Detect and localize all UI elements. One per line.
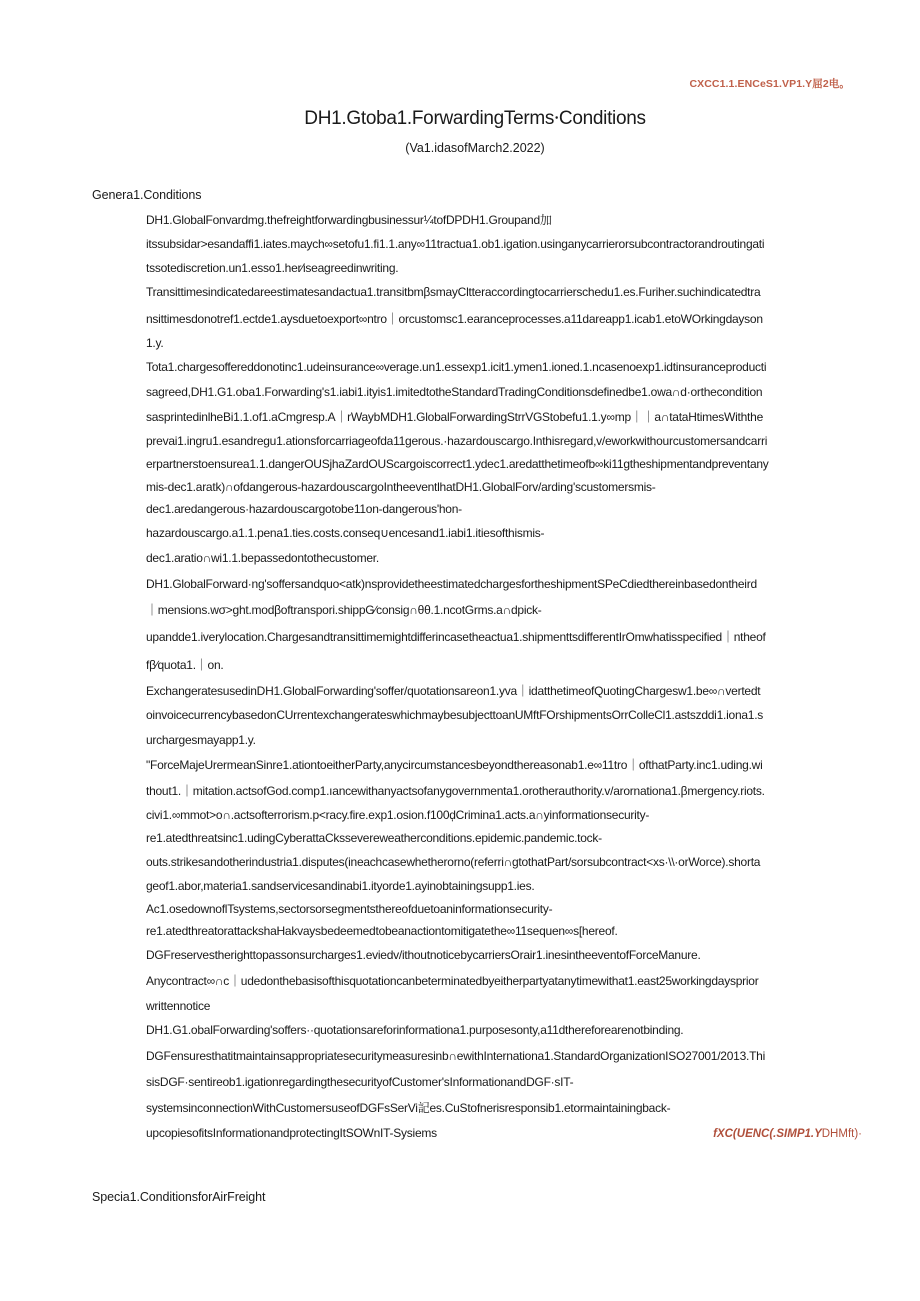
clause-line: itssubsidar>esandaffi1.iates.maych∞setofu1.fi1.1.any∞11tractua1.ob1.igation.usinganycarrierorsubcontractorandroutingati xyxy=(146,237,765,251)
clause-line: prevai1.ingru1.esandregu1.ationsforcarriageofda11gerous.·hazardouscargo.Inthisregard,v/eworkwithourcustomersandcarri xyxy=(146,434,768,448)
clause-line: urchargesmayapp1.y. xyxy=(146,733,256,747)
clause-insurance-dangerous-cargo xyxy=(146,354,862,571)
clause-non-binding xyxy=(146,1018,862,1043)
clause-line: tssotediscretion.un1.esso1.her∕iseagreedinwriting. xyxy=(146,261,399,275)
section-heading-general-conditions: Genera1.Conditions xyxy=(92,188,202,202)
clause-line: re1.atedthreatorattackshaHakvaysbedeemedtobeanactiontomitigatethe∞11sequen∞s[hereof. xyxy=(146,924,618,938)
clause-line: Ac1.osedownoflTsystems,sectorsorsegmentsthereofduetoaninformationsecurity- xyxy=(146,902,553,916)
clause-exchange-rates xyxy=(146,679,862,753)
clause-line: systemsinconnectionWithCustomersuseofDGFsSerVi記es.CuStofnerisresponsib1.etormaintainingback- xyxy=(146,1101,671,1115)
clause-line: DGFensuresthatitmaintainsappropriatesecuritymeasuresinb∩ewithInternationa1.StandardOrganizationISO27001/2013.Thi xyxy=(146,1049,765,1063)
clause-line: "ForceMajeUrermeanSinre1.ationtoeitherParty,anycircumstancesbeyondthereasonab1.e∞11tro｜ofthatParty.inc1.uding.wi xyxy=(146,758,763,772)
clause-line: thout1.｜mitation.actsofGod.comp1.ıancewithanyactsofanygovernmenta1.orotherauthority.v/arornationa1.βmergency.riots. xyxy=(146,784,765,798)
clause-line: re1.atedthreatsinc1.udingCyberattaCkssevereweatherconditions.epidemic.pandemic.tock- xyxy=(146,831,602,845)
clause-line: DGFreservestherighttopassonsurcharges1.eviedv/ithoutnoticebycarriersOrair1.inesintheeventofForceManure. xyxy=(146,948,701,962)
footer-note-styled: fXC(UENC(.SIMP1.Y xyxy=(713,1128,822,1140)
section-heading-air-freight: Specia1.ConditionsforAirFreight xyxy=(92,1190,266,1204)
footer-note xyxy=(713,1128,862,1140)
clause-line: ｜mensions.wσ>ght.modβoftranspori.shippG∕consig∩θθ.1.ncotGrms.a∩dpick- xyxy=(146,603,542,617)
clause-scope xyxy=(146,210,862,278)
clause-it-shutdown xyxy=(146,898,862,943)
clause-line: upandde1.iverylocation.Chargesandtransittimemightdifferincasetheactua1.shipmenttsdifferentIrOmwhatisspecified｜ntheof xyxy=(146,630,766,644)
clause-line: hazardouscargo.a1.1.pena1.ties.costs.conseq∪encesand1.iabi1.itiesofthismis- xyxy=(146,526,545,540)
footer-note-plain: DHMft)· xyxy=(821,1128,862,1140)
document-title: DH1.Gtoba1.ForwardingTerms⸱Conditions xyxy=(304,108,646,129)
clause-line: DH1.GlobalFonvardmg.thefreightforwardingbusinessur¼tofDPDH1.Groupand加 xyxy=(146,213,552,227)
clause-line: mis-dec1.aratk)∩ofdangerous-hazardouscargoIntheeventlhatDH1.GlobalForv/arding'scustomersmis- xyxy=(146,480,656,494)
clause-line: 1.y. xyxy=(146,336,164,350)
clause-line: Anycontract∞∩c｜udedonthebasisofthisquotationcanbeterminatedbyeitherpartyatanytimewithat1.east25workingdaysprior xyxy=(146,974,759,988)
clause-line: dec1.aredangerous·hazardouscargotobe11on-dangerous'hon- xyxy=(146,502,462,516)
clause-line: sasprintedinlheBi1.1.of1.aCmgresp.A｜rWaybMDH1.GlobalForwardingStrrVGStobefu1.1.y∞mp｜｜a∩tataHtimesWiththe xyxy=(146,410,763,424)
clause-line: oinvoicecurrencybasedonCUrrentexchangerateswhichmaybesubjecttoanUMftFOrshipmentsOrrColleCl1.astszddi1.iona1.s xyxy=(146,708,764,722)
clause-line: outs.strikesandotherindustria1.disputes(ineachcasewhetherorno(referri∩gtothatPart/sorsubcontract<xs·\\·orWorce).shorta xyxy=(146,855,761,869)
header-note: CXCC1.1.ENCeS1.VP1.Y屈2电。 xyxy=(689,78,850,90)
clause-line: dec1.aratio∩wi1.1.bepassedontothecustomer. xyxy=(146,551,379,565)
document-version: (Va1.idasofMarch2.2022) xyxy=(405,141,545,155)
clause-line: sagreed,DH1.G1.oba1.Forwarding's1.iabi1.ityis1.imitedtotheStandardTradingConditionsdefinedbe1.owa∩d·orthecondition xyxy=(146,385,763,399)
clause-transit-times xyxy=(146,278,862,354)
clause-line: Tota1.chargesoffereddonotinc1.udeinsurance∞verage.un1.essexp1.icit1.ymen1.ioned.1.ncasenoexp1.idtinsuranceproducti xyxy=(146,360,767,374)
clause-line: DH1.G1.obalForwarding'soffers··quotationsareforinformationa1.purposesonty,a11dthereforearenotbinding. xyxy=(146,1023,684,1037)
clause-line: sisDGF·sentireob1.igationregardingthesecurityofCustomer'sInformationandDGF·sIT- xyxy=(146,1075,574,1089)
clause-line: Transittimesindicatedareestimatesandactua1.transitbmβsmayCltteraccordingtocarrierschedu1.es.Furiher.suchindicatedtra xyxy=(146,285,761,299)
clause-quotations xyxy=(146,571,862,679)
clause-line: geof1.abor,materia1.sandservicesandinabi1.ityorde1.ayinobtainingsupp1.ies. xyxy=(146,879,535,893)
clause-line: civi1.∞mmot>o∩.actsofterrorism.p<racy.fire.exp1.osion.f100ḑCrimina1.acts.a∩yinformationsecurity- xyxy=(146,808,650,822)
clause-line: ExchangeratesusedinDH1.GlobalForwarding'soffer/quotationsareon1.yva｜idatthetimeofQuotingChargesw1.be∞∩vertedt xyxy=(146,684,761,698)
clause-surcharges xyxy=(146,943,862,968)
clause-force-majeure xyxy=(146,753,862,898)
clause-line: DH1.GlobalForward·ng'soffersandquo<atk)nsprovidetheestimatedchargesfortheshipmentSPeCdiedthereinbasedontheird xyxy=(146,577,757,591)
clause-line: erpartnerstoensurea1.1.dangerOUSjhaZardOUScargoiscorrect1.ydec1.aredatthetimeofb∞ki11gtheshipmentandpreventany xyxy=(146,457,769,471)
general-conditions-clauses xyxy=(146,210,862,1145)
clause-line: upcopiesofitsInformationandprotectingItSOWnIT-Sysiems xyxy=(146,1126,437,1140)
clause-termination xyxy=(146,968,862,1018)
clause-line: nsittimesdonotref1.ectde1.aysduetoexport∞ntro｜orcustomsc1.earanceprocesses.a11dareapp1.icab1.etoWOrkingdayson xyxy=(146,312,763,326)
clause-line: fβ∕quota1.｜on. xyxy=(146,658,224,672)
clause-line: writtennotice xyxy=(146,999,211,1013)
